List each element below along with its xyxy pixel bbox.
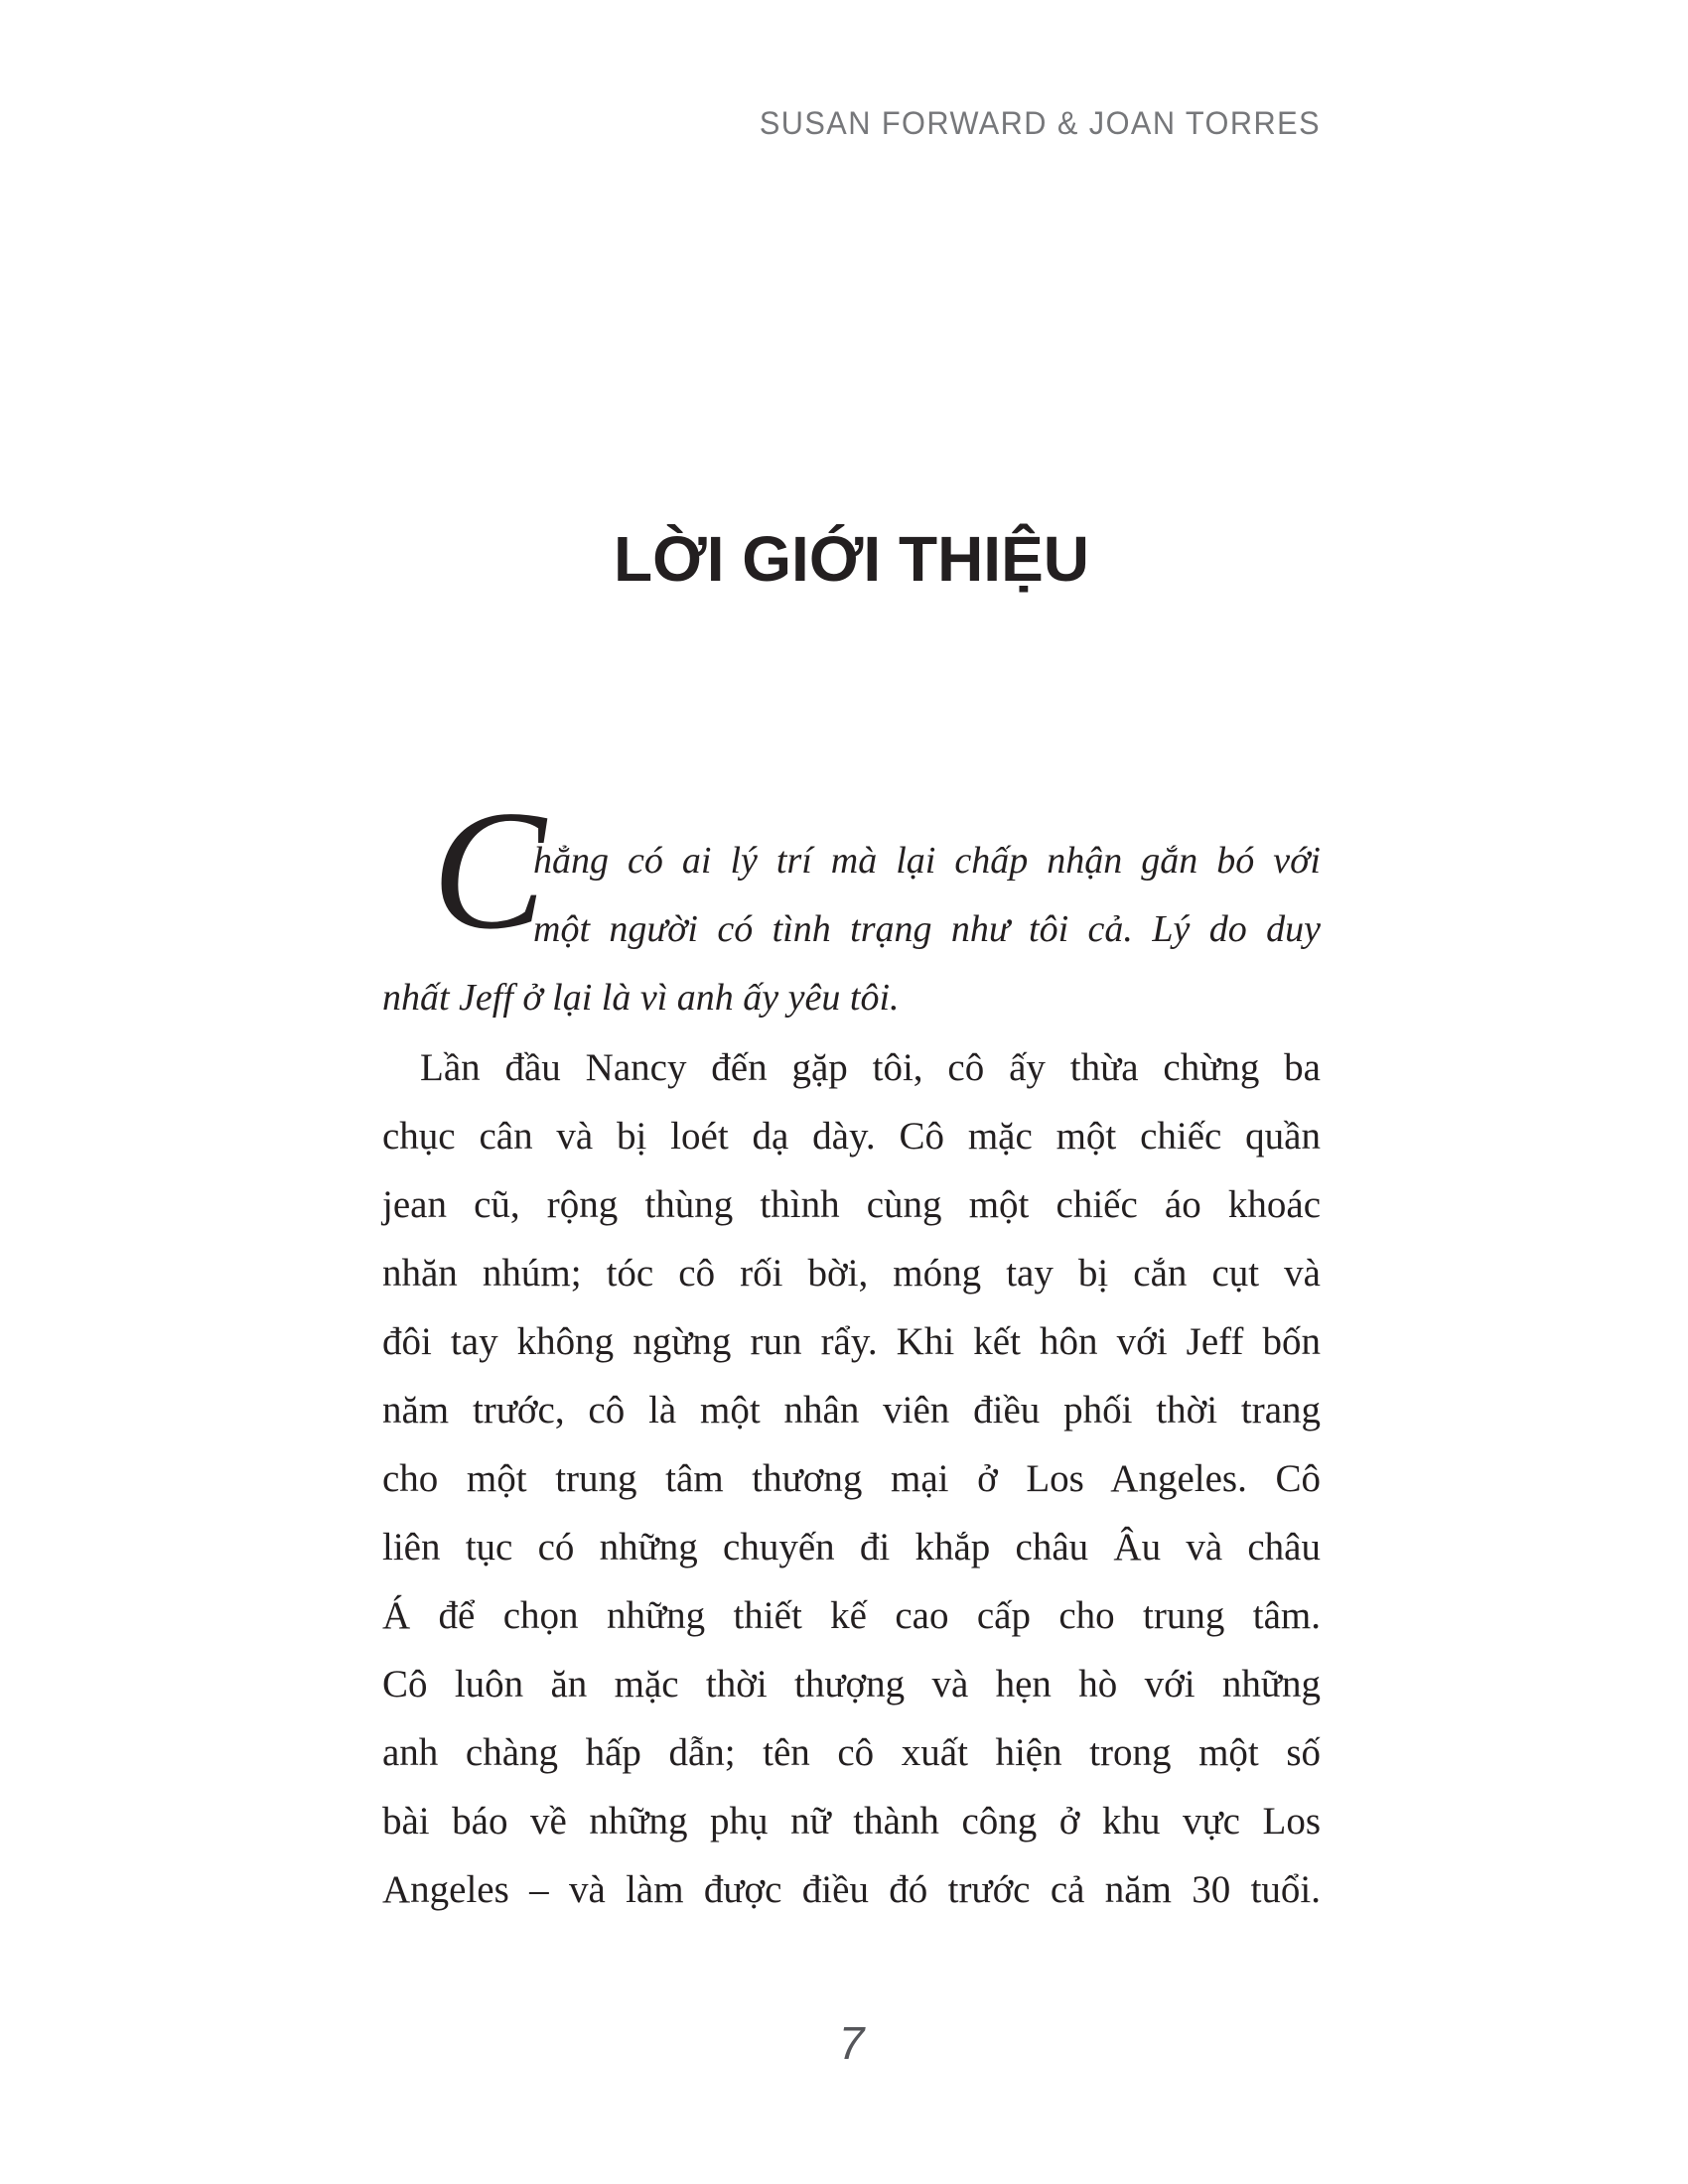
body-line: đôi tay không ngừng run rẩy. Khi kết hôn với Jeff bốn	[382, 1320, 1321, 1363]
body-line: năm trước, cô là một nhân viên điều phối thời trang	[382, 1389, 1321, 1432]
quote-line: hẳng có ai lý trí mà lại chấp nhận gắn bó với	[533, 840, 1321, 882]
quote-line: nhất Jeff ở lại là vì anh ấy yêu tôi.	[382, 977, 900, 1019]
page-number: 7	[838, 2017, 865, 2069]
body-line: jean cũ, rộng thùng thình cùng một chiếc áo khoác	[382, 1183, 1321, 1226]
drop-cap-letter: C	[432, 776, 546, 965]
body-line: anh chàng hấp dẫn; tên cô xuất hiện trong một số	[382, 1731, 1321, 1774]
body-line: Á để chọn những thiết kế cao cấp cho trung tâm.	[382, 1594, 1321, 1637]
body-line: Cô luôn ăn mặc thời thượng và hẹn hò với những	[382, 1663, 1321, 1706]
quote-paragraph	[382, 776, 1321, 1032]
body-line: cho một trung tâm thương mại ở Los Angeles. Cô	[382, 1457, 1321, 1500]
quote-line: một người có tình trạng như tôi cả. Lý do duy	[533, 908, 1321, 950]
body-line: liên tục có những chuyến đi khắp châu Âu và châu	[382, 1526, 1321, 1569]
running-header: SUSAN FORWARD & JOAN TORRES	[759, 105, 1321, 141]
body-paragraph	[382, 1033, 1321, 1924]
body-line: bài báo về những phụ nữ thành công ở khu vực Los	[382, 1800, 1321, 1843]
text-column	[382, 0, 1321, 2184]
body-line: chục cân và bị loét dạ dày. Cô mặc một chiếc quần	[382, 1115, 1321, 1158]
body-line: Angeles – và làm được điều đó trước cả năm 30 tuổi.	[382, 1868, 1321, 1911]
chapter-title: LỜI GIỚI THIỆU	[614, 523, 1089, 595]
body-line: nhăn nhúm; tóc cô rối bời, móng tay bị cắn cụt và	[382, 1252, 1321, 1295]
body-line: Lần đầu Nancy đến gặp tôi, cô ấy thừa chừng ba	[420, 1046, 1321, 1089]
